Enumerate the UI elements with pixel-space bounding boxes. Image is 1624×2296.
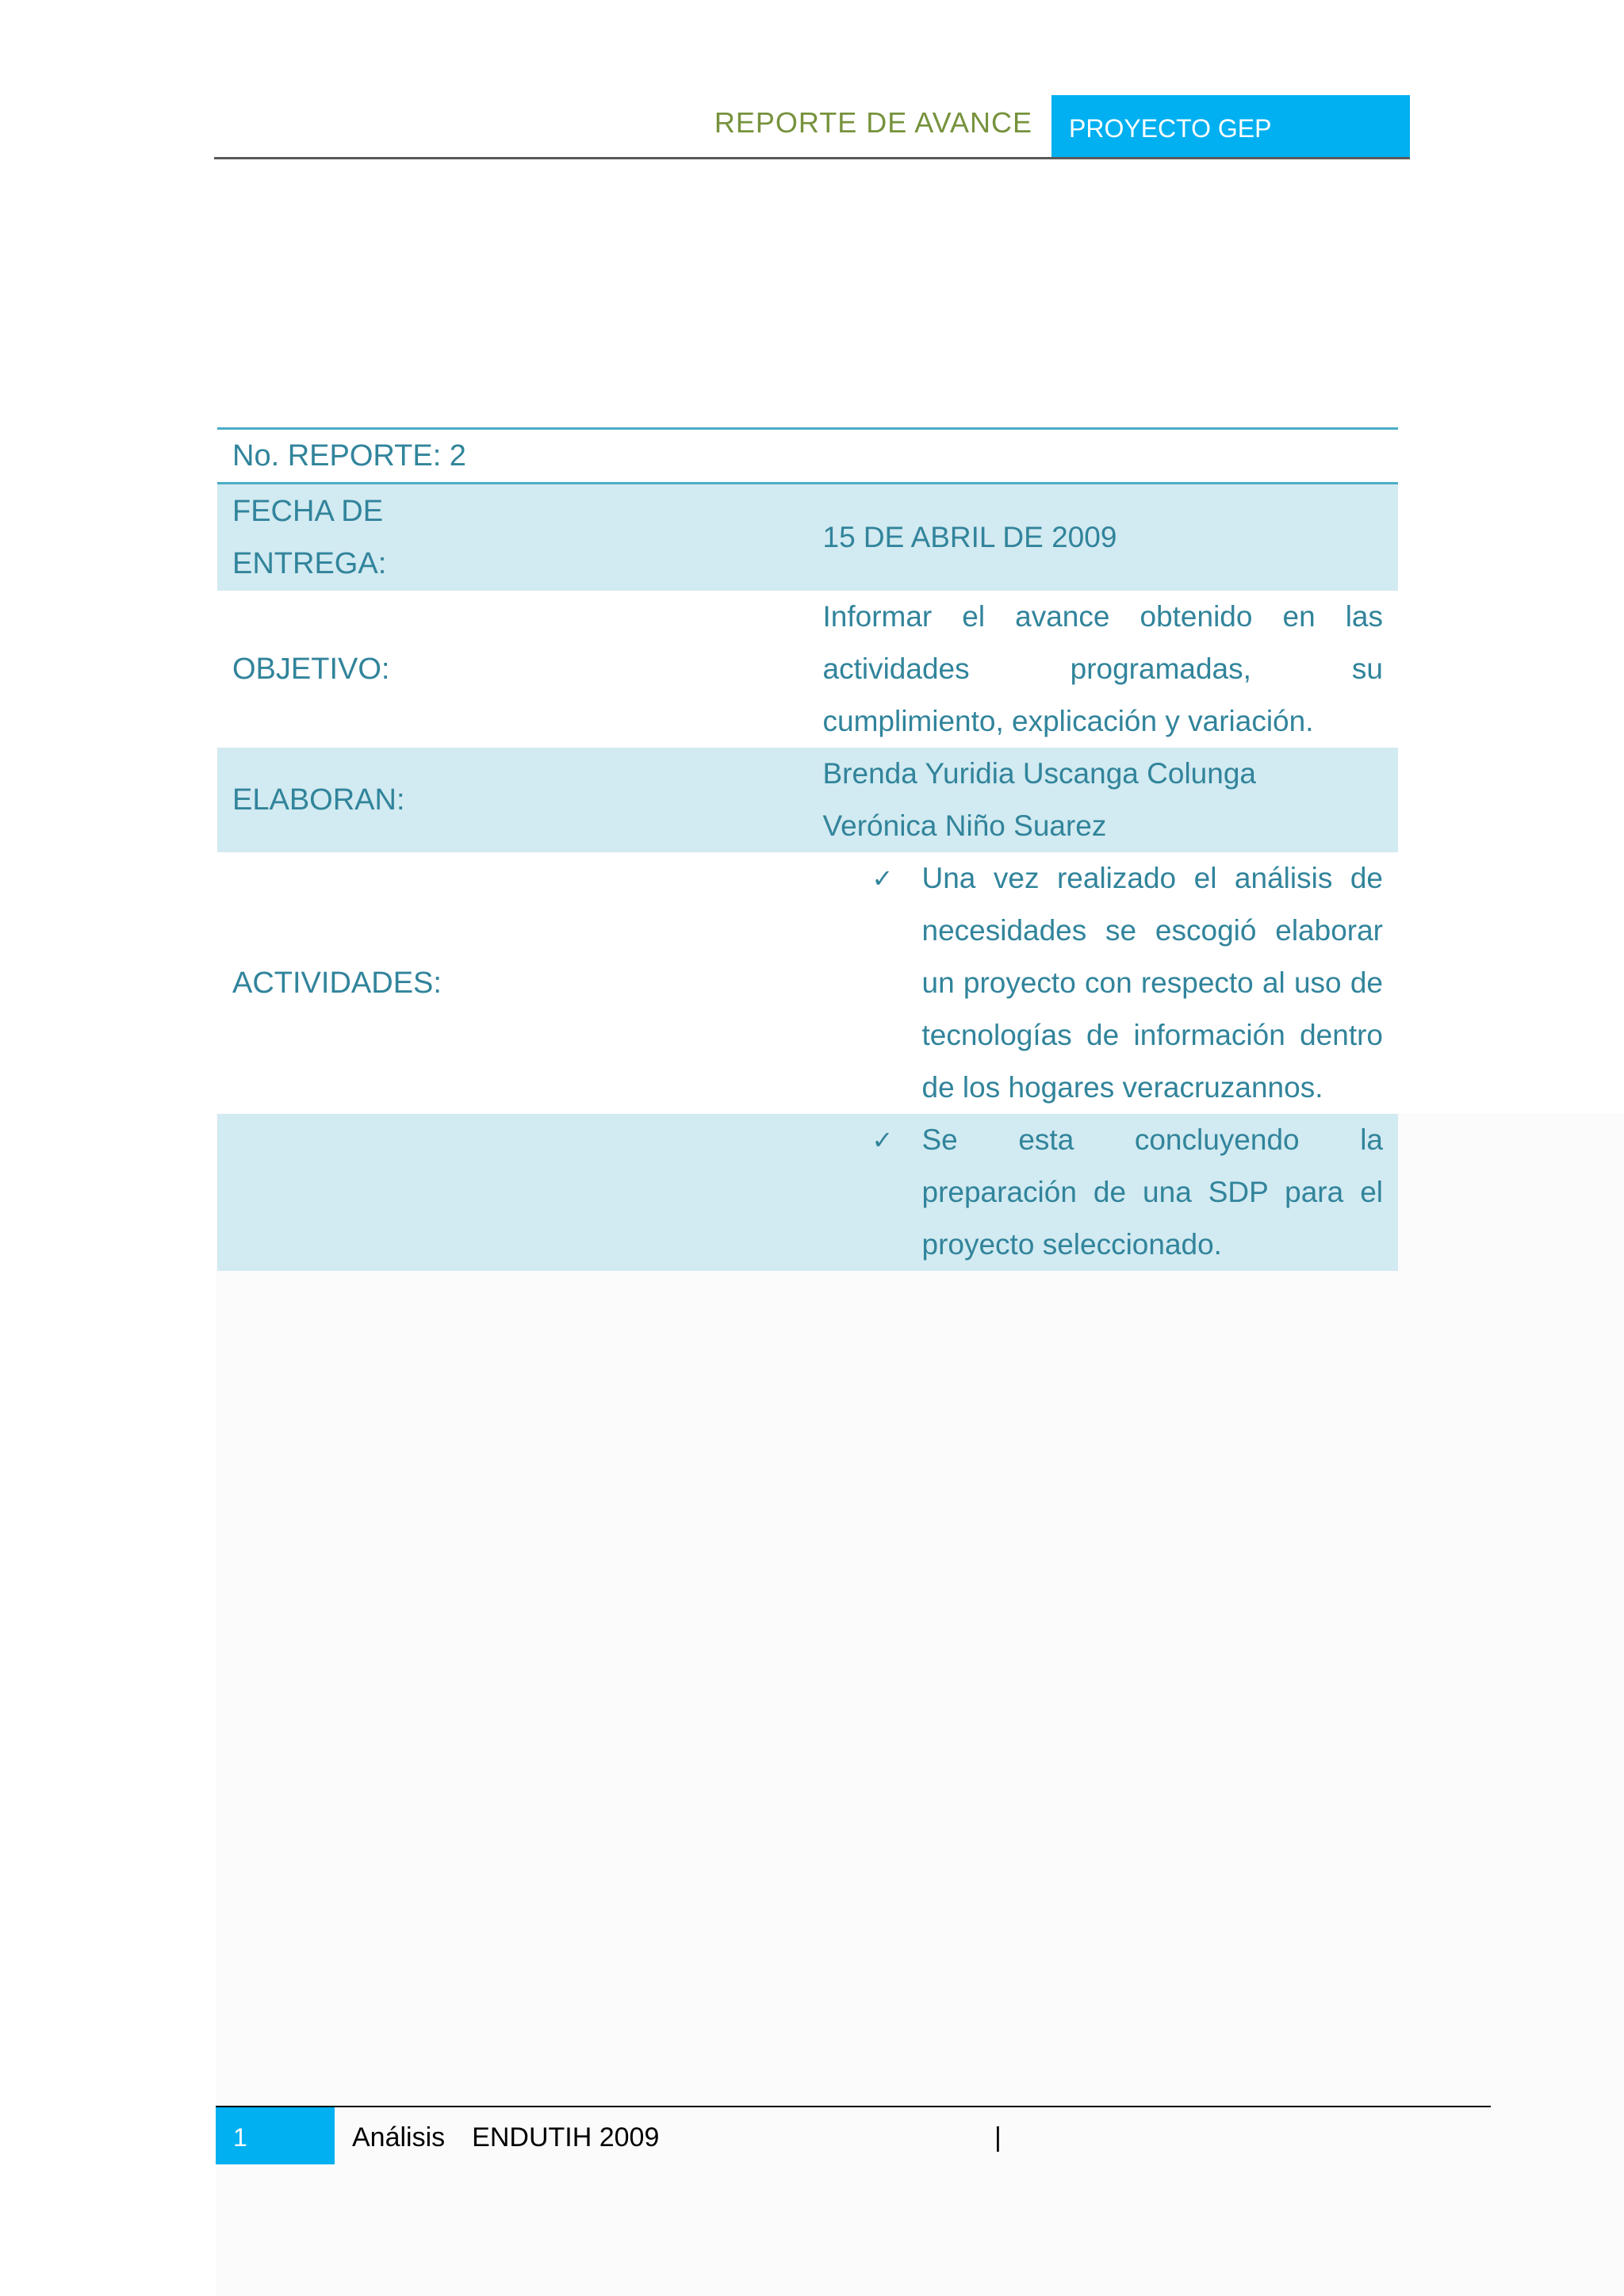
- actividades-item-cell: [808, 852, 1399, 1114]
- checkmark-icon: ✓: [871, 863, 894, 894]
- objetivo-row: [217, 591, 1398, 748]
- checkmark-icon: ✓: [871, 1125, 894, 1155]
- elaboran-label: ELABORAN:: [217, 748, 808, 852]
- actividades-row: [217, 852, 1398, 1114]
- header-project-badge: PROYECTO GEP: [1051, 95, 1410, 157]
- elaboran-value: [808, 748, 1399, 852]
- fecha-label: [217, 484, 808, 591]
- actividades-label: ACTIVIDADES:: [232, 966, 442, 1000]
- actividad-item-text: Se esta concluyendo la preparación de una SDP para el proyecto seleccionado.: [921, 1123, 1383, 1261]
- footer-separator: |: [994, 2122, 1002, 2152]
- report-number-row: [217, 429, 1398, 484]
- actividades-item-cell-2: [808, 1114, 1399, 1271]
- actividades-label-empty: [217, 1114, 808, 1271]
- page-footer: [216, 2106, 1491, 2164]
- fecha-label-line1: FECHA DE: [232, 495, 384, 528]
- footer-section: Análisis: [352, 2122, 446, 2152]
- fecha-row: [217, 484, 1398, 591]
- page-number: 1: [216, 2107, 335, 2164]
- actividad-item-text: Una vez realizado el análisis de necesidades se escogió elaborar un proyecto con respecto al uso de tecnologías de información dentro de los hogares veracruzannos.: [921, 862, 1383, 1104]
- page-header: [214, 95, 1410, 159]
- objetivo-value: Informar el avance obtenido en las actividades programadas, su cumplimiento, explicación y variación.: [822, 600, 1383, 737]
- footer-text: [352, 2107, 659, 2168]
- elaboran-row: [217, 748, 1398, 852]
- fecha-label-line2: ENTREGA:: [232, 547, 387, 580]
- actividad-item: [823, 852, 1384, 1114]
- objetivo-label: OBJETIVO:: [232, 652, 390, 686]
- actividad-item: [823, 1114, 1384, 1271]
- footer-subtitle: ENDUTIH 2009: [472, 2122, 660, 2152]
- elaboran-name-2: Verónica Niño Suarez: [822, 809, 1107, 842]
- fecha-value: 15 DE ABRIL DE 2009: [808, 484, 1399, 591]
- elaboran-name-1: Brenda Yuridia Uscanga Colunga: [822, 757, 1256, 790]
- report-table: [217, 427, 1398, 1271]
- header-title: REPORTE DE AVANCE: [714, 106, 1032, 139]
- actividades-row-2: [217, 1114, 1398, 1271]
- report-number-label: No. REPORTE: 2: [217, 429, 1398, 484]
